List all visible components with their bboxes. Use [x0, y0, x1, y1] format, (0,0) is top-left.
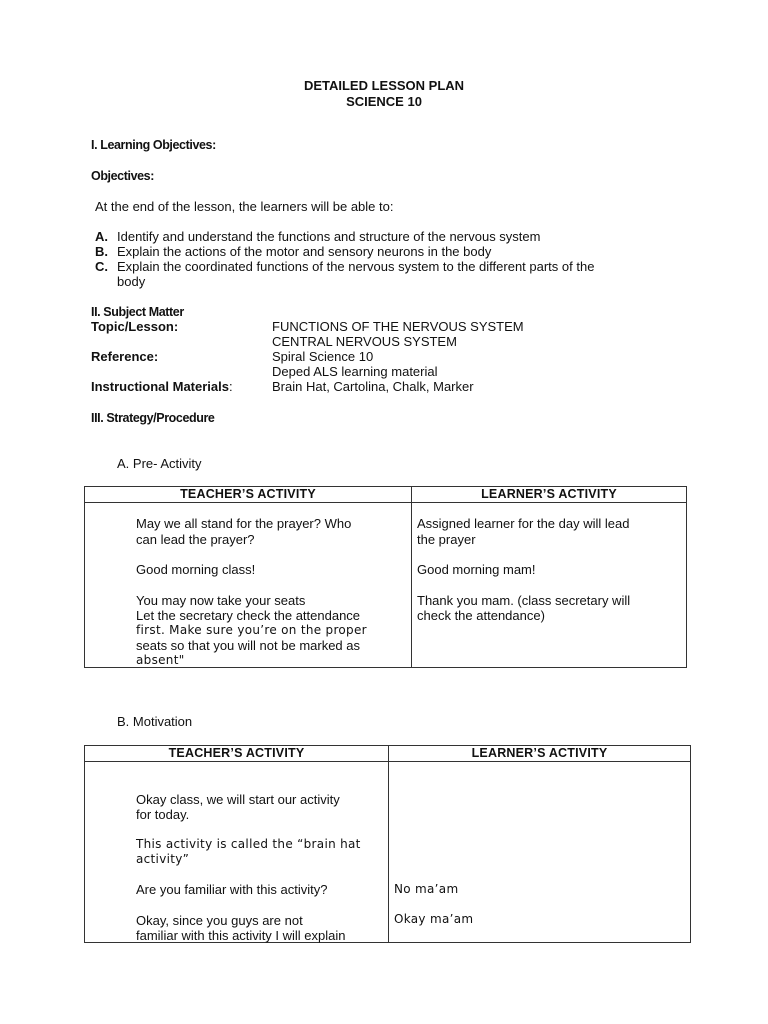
- teacher-line: Are you familiar with this activity?: [136, 882, 328, 897]
- table-row: [85, 762, 691, 943]
- teacher-line: can lead the prayer?: [136, 532, 255, 547]
- teacher-column-header: TEACHER’S ACTIVITY: [85, 487, 412, 503]
- teacher-cell: [85, 762, 389, 943]
- table-header-row: [85, 746, 691, 762]
- objective-letter: C.: [95, 259, 108, 274]
- teacher-line: familiar with this activity I will explain: [136, 928, 346, 943]
- learner-column-header: LEARNER’S ACTIVITY: [412, 487, 687, 503]
- learner-line: Good morning mam!: [417, 562, 536, 577]
- subject-matter-heading: II. Subject Matter: [91, 305, 184, 319]
- topic-label: Topic/Lesson:: [91, 319, 179, 334]
- learner-line: Okay ma’am: [394, 912, 474, 926]
- document-title: DETAILED LESSON PLAN: [303, 78, 465, 93]
- objective-item: [95, 229, 540, 244]
- teacher-line: Okay class, we will start our activity: [136, 792, 340, 807]
- learner-line: Assigned learner for the day will lead: [417, 516, 630, 531]
- objective-text: Identify and understand the functions and structure of the nervous system: [117, 229, 541, 244]
- teacher-column-header: TEACHER’S ACTIVITY: [85, 746, 389, 762]
- objective-text: Explain the coordinated functions of the nervous system to the different parts of the: [117, 259, 595, 274]
- reference-value-1: Spiral Science 10: [272, 349, 374, 364]
- table-header-row: [85, 487, 687, 503]
- teacher-line: May we all stand for the prayer? Who: [136, 516, 352, 531]
- pre-activity-table: [84, 486, 687, 668]
- learning-objectives-heading: I. Learning Objectives:: [91, 138, 216, 152]
- objective-letter: A.: [95, 229, 108, 244]
- teacher-line: for today.: [136, 807, 190, 822]
- teacher-line: You may now take your seats: [136, 593, 306, 608]
- objective-item: [95, 259, 594, 274]
- teacher-line: Let the secretary check the attendance: [136, 608, 361, 623]
- materials-value: Brain Hat, Cartolina, Chalk, Marker: [272, 379, 474, 394]
- teacher-line: Good morning class!: [136, 562, 256, 577]
- subject-matter-table: [91, 319, 691, 399]
- topic-value-1: FUNCTIONS OF THE NERVOUS SYSTEM: [272, 319, 524, 334]
- document-subtitle: SCIENCE 10: [346, 94, 422, 109]
- learner-line: No ma’am: [394, 882, 459, 896]
- teacher-line: Okay, since you guys are not: [136, 913, 303, 928]
- objective-item: [95, 244, 491, 259]
- objective-text-continued: body: [117, 274, 146, 289]
- strategy-heading: III. Strategy/Procedure: [91, 411, 215, 425]
- reference-label: Reference:: [91, 349, 159, 364]
- teacher-line: This activity is called the “brain hat: [136, 837, 361, 851]
- materials-label-text: Instructional Materials: [91, 379, 229, 394]
- objectives-subheading: Objectives:: [91, 169, 154, 183]
- objectives-intro: At the end of the lesson, the learners will be able to:: [95, 199, 394, 214]
- objective-letter: B.: [95, 244, 108, 259]
- learner-line: the prayer: [417, 532, 476, 547]
- teacher-line: first. Make sure you’re on the proper: [136, 623, 367, 637]
- table-row: [85, 503, 687, 668]
- materials-label: [91, 379, 233, 394]
- learner-cell: [389, 762, 691, 943]
- pre-activity-heading: A. Pre- Activity: [117, 456, 202, 471]
- learner-column-header: LEARNER’S ACTIVITY: [389, 746, 691, 762]
- motivation-table: [84, 745, 691, 943]
- learner-line: Thank you mam. (class secretary will: [417, 593, 631, 608]
- learner-line: check the attendance): [417, 608, 545, 623]
- topic-value-2: CENTRAL NERVOUS SYSTEM: [272, 334, 457, 349]
- teacher-line: absent": [136, 653, 185, 667]
- motivation-heading: B. Motivation: [117, 714, 193, 729]
- teacher-line: activity”: [136, 852, 190, 866]
- materials-label-colon: :: [228, 379, 233, 394]
- teacher-cell: [85, 503, 412, 668]
- objective-text: Explain the actions of the motor and sensory neurons in the body: [117, 244, 492, 259]
- teacher-line: seats so that you will not be marked as: [136, 638, 361, 653]
- reference-value-2: Deped ALS learning material: [272, 364, 438, 379]
- learner-cell: [412, 503, 687, 668]
